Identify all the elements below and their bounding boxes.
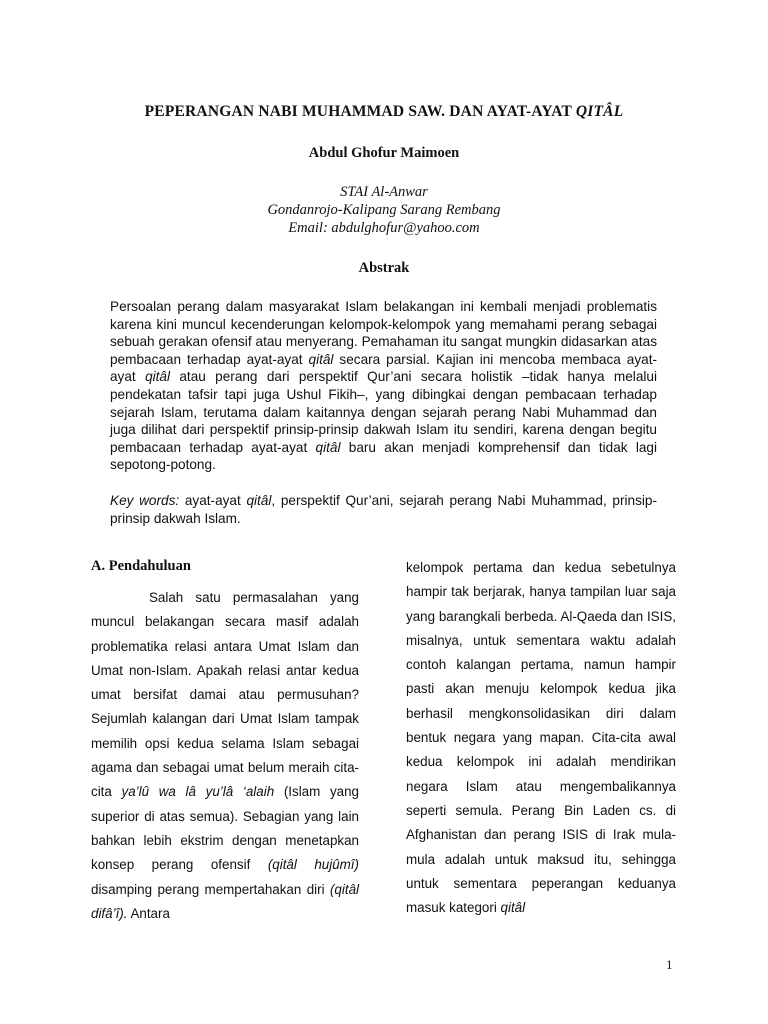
abstract-italic: qitâl <box>315 439 341 455</box>
institution: STAI Al-Anwar <box>340 184 428 200</box>
abstract-italic: qitâl <box>145 369 170 385</box>
section-heading: A. Pendahuluan <box>91 558 191 574</box>
paragraph-part: disamping perang mempertahakan diri <box>91 881 330 897</box>
paragraph <box>91 586 359 926</box>
abstract-text <box>110 298 657 474</box>
column-right <box>406 556 676 920</box>
paragraph-italic: ya’lû wa lâ yu’lâ ‘alaih <box>121 784 275 800</box>
paragraph-italic: (qitâl hujûmî) <box>267 857 359 873</box>
email: Email: abdulghofur@yahoo.com <box>288 220 480 236</box>
column-left <box>91 556 359 926</box>
page-number: 1 <box>666 957 673 972</box>
abstract-part: atau perang dari perspektif Qur’ani secara holistik –tidak hanya melalui pendekatan tafsir tapi juga Ushul Fikih–, yang dibingkai dengan pembacaan terhadap sejarah Islam, terutama dalam kaitannya dengan sejarah perang Nabi Muhammad dan juga dilihat dari perspektif prinsip-prinsip dakwah Islam itu sendiri, karena dengan begitu pembacaan terhadap ayat-ayat <box>110 369 657 455</box>
abstract-part: baru akan menjadi komprehensif dan tidak lagi sepotong-potong. <box>110 439 658 473</box>
address: Gondanrojo-Kalipang Sarang Rembang <box>267 202 501 218</box>
abstract-heading: Abstrak <box>358 260 410 276</box>
paragraph <box>406 556 676 920</box>
abstract-italic: qitâl <box>308 351 334 367</box>
keywords-label: Key words: <box>110 493 180 508</box>
keywords <box>110 492 657 527</box>
paragraph-part: kelompok pertama dan kedua sebetulnya hampir tak berjarak, hanya tampilan luar saja yang barangkali berbeda. Al-Qaeda dan ISIS, misalnya, untuk sementara waktu adalah contoh kalangan pertama, namun hampir pasti akan menuju kelompok kedua jika berhasil mengkonsolidasikan diri dalam bentuk negara yang mapan. Cita-cita awal kedua kelompok ini adalah mendirikan negara Islam atau mengembalikannya seperti semula. Perang Bin Laden cs. di Afghanistan dan perang ISIS di Irak mula-mula adalah untuk maksud itu, sehingga untuk sementara peperangan keduanya masuk kategori <box>406 560 676 916</box>
author-name: Abdul Ghofur Maimoen <box>308 145 460 161</box>
title-italic: QITÂL <box>575 103 624 120</box>
abstract-part: Persoalan perang dalam masyarakat Islam belakangan ini kembali menjadi problematis karena kini muncul kecenderungan kelompok-kelompok yang memahami perang sebagai sebuah gerakan ofensif atau menyerang. Pemahaman itu sangat mungkin didasarkan atas pembacaan terhadap ayat-ayat <box>110 299 657 367</box>
keywords-part: , perspektif Qur’ani, sejarah perang Nabi Muhammad, prinsip-prinsip dakwah Islam. <box>110 493 657 526</box>
paragraph-part: (Islam yang superior di atas semua). Sebagian yang lain bahkan lebih ekstrim dengan menetapkan konsep perang ofensif <box>91 784 359 873</box>
paragraph-part: Salah satu permasalahan yang muncul belakangan secara masif adalah problematika relasi antara Umat Islam dan Umat non-Islam. Apakah relasi antar kedua umat bersifat damai atau permusuhan? Sejumlah kalangan dari Umat Islam tampak memilih opsi kedua selama Islam sebagai agama dan sebagai umat belum meraih cita-cita <box>91 590 359 800</box>
abstract-part: secara parsial. Kajian ini mencoba membaca ayat-ayat <box>110 351 658 385</box>
paper-title <box>0 103 768 121</box>
paragraph-italic: (qitâl difâ’î). <box>91 881 359 921</box>
paragraph-part: Antara <box>127 905 170 921</box>
affiliation-block <box>0 183 768 237</box>
keywords-italic: qitâl <box>246 493 272 508</box>
keywords-part: ayat-ayat <box>179 493 247 508</box>
paragraph-italic: qitâl <box>500 900 526 916</box>
title-main: PEPERANGAN NABI MUHAMMAD SAW. DAN AYAT-AYAT <box>144 103 572 120</box>
